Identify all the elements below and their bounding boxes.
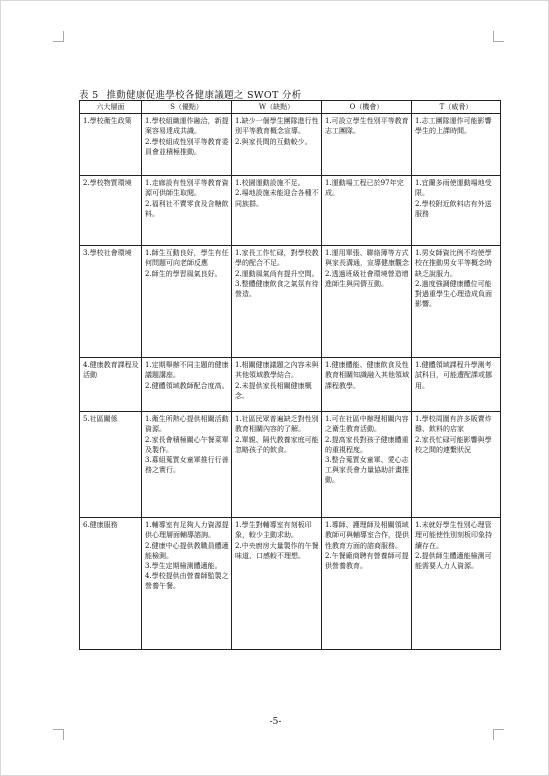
strengths-item: 2.家長會積極關心午餐菜單及製作。 (145, 435, 229, 454)
threats-cell (412, 246, 501, 358)
opportunities-cell (322, 176, 412, 246)
strengths-list (145, 414, 229, 475)
opportunities-item: 1.運動場工程已於97年完成。 (325, 179, 404, 198)
header-dimension: 六大層面 (80, 101, 142, 114)
weaknesses-item: 1.校園運動設施不足。 (235, 179, 305, 188)
swot-row (80, 412, 501, 518)
weaknesses-item: 2.未提供家長相關健康概念。 (235, 381, 312, 400)
opportunities-cell (322, 358, 412, 412)
strengths-item: 3.學生定期檢測體適能。 (145, 562, 222, 571)
strengths-cell (142, 246, 232, 358)
weaknesses-cell (232, 176, 322, 246)
weaknesses-list (235, 248, 319, 299)
crop-mark-bottom-right (493, 729, 504, 740)
strengths-item: 2.學校組成性別平等教育委員會並積極推動。 (145, 137, 229, 156)
swot-row (80, 518, 501, 650)
threats-item: 1.志工團隊運作可能影響學生的上課時間。 (415, 117, 492, 136)
weaknesses-cell (232, 412, 322, 518)
threats-item: 2.家長忙碌可能影響與學校之間的連繫狀況 (415, 435, 492, 454)
strengths-item: 2.健康中心提供教職員體適能檢測。 (145, 541, 229, 560)
opportunities-list (325, 178, 409, 198)
opportunities-item: 1.導師、護理師及相關領域教師可與輔導室合作，提供性教育方面的諮商服務。 (325, 521, 409, 550)
header-weaknesses: W（缺點） (232, 101, 322, 114)
strengths-cell (142, 412, 232, 518)
threats-list (415, 116, 498, 136)
threats-item: 1.健體領域課程升學測考試科目，可能遭配課或挪用。 (415, 361, 492, 390)
strengths-list (145, 360, 229, 391)
threats-item: 2.學校附近飲料店有外送服務 (415, 199, 492, 218)
weaknesses-list (235, 520, 319, 561)
opportunities-item: 3.整合蒐質女童軍、愛心志工與家長會力量協助計畫推動。 (325, 456, 409, 485)
page-number: -5- (269, 717, 282, 727)
crop-mark-bottom-left (53, 729, 64, 740)
threats-cell (412, 358, 501, 412)
header-row (80, 101, 501, 114)
weaknesses-item: 2.單親、隔代教養家庭可能忽略孩子的飲食。 (235, 435, 319, 454)
swot-table-body (80, 114, 501, 650)
strengths-item: 1.師生互動良好，學生有任何問題可向老師反應 (145, 249, 229, 268)
threats-list (415, 178, 498, 219)
threats-cell (412, 518, 501, 650)
opportunities-item: 1.可設立學生性別平等教育志工團隊。 (325, 117, 409, 136)
header-strengths: S（優點） (142, 101, 232, 114)
table-title: 推動健康促進學校各健康議題之 SWOT 分析 (106, 90, 302, 101)
strengths-item: 1.學校組織運作融洽，新提案容易達成共識。 (145, 117, 229, 136)
opportunities-cell (322, 518, 412, 650)
swot-row (80, 358, 501, 412)
opportunities-cell (322, 412, 412, 518)
opportunities-cell (322, 246, 412, 358)
threats-item: 2.提供師生體適能檢測可能需要人力人資源。 (415, 551, 492, 571)
strengths-list (145, 520, 229, 591)
threats-cell (412, 412, 501, 518)
header-opportunities: O（機會） (322, 101, 412, 114)
threats-list (415, 414, 498, 455)
strengths-cell (142, 176, 232, 246)
table-caption (79, 87, 499, 101)
strengths-cell (142, 114, 232, 176)
weaknesses-item: 2.運動風氣尚有提升空間。 (235, 269, 319, 278)
opportunities-cell (322, 114, 412, 176)
opportunities-item: 2.提高家長對孩子健康體重的重視程度。 (325, 435, 409, 454)
strengths-item: 2.師生的學習風氣良好。 (145, 269, 222, 278)
weaknesses-cell (232, 518, 322, 650)
weaknesses-list (235, 414, 319, 455)
threats-item: 1.未就好學生性別心理管理可能使性別刻板印象持續存在。 (415, 521, 492, 550)
opportunities-item: 2.透過班級社會環境營造增進師生與同儕互動。 (325, 269, 409, 288)
strengths-item: 2.福利社不賣零食及含糖飲料。 (145, 199, 229, 218)
swot-row (80, 176, 501, 246)
table-number: 表 5 (79, 90, 99, 101)
strengths-item: 1.衛生所熱心提供相關活動資源。 (145, 415, 229, 434)
swot-table (79, 100, 501, 650)
crop-mark-top-right (493, 31, 504, 42)
opportunities-list (325, 248, 409, 289)
opportunities-list (325, 360, 409, 391)
weaknesses-item: 2.與家長間的互動較少。 (235, 137, 312, 146)
weaknesses-item: 1.學生對輔導室有刻板印象，較少主動求助。 (235, 521, 312, 540)
crop-mark-top-left (53, 31, 64, 42)
dimension-cell: 4.健康教育課程及活動 (80, 358, 142, 412)
weaknesses-list (235, 178, 319, 209)
weaknesses-item: 1.家長工作忙碌，對學校教學的配合不足。 (235, 249, 319, 268)
strengths-cell (142, 518, 232, 650)
weaknesses-cell (232, 114, 322, 176)
opportunities-item: 1.健康體能、健康飲食及性教育相關知識融入其他領域課程教學。 (325, 361, 409, 390)
strengths-list (145, 116, 229, 157)
threats-item: 2.過度強調健康體位可能對過重學生心理造成負面影響。 (415, 279, 492, 309)
strengths-list (145, 248, 229, 279)
weaknesses-item: 2.中央廚房大量製作的午餐味道、口感較不理想。 (235, 541, 319, 560)
strengths-item: 2.健體領域教師配合度高。 (145, 381, 229, 390)
strengths-item: 1.定期舉辦不同主題的健康議題講座。 (145, 361, 229, 380)
dimension-cell: 3.學校社會環境 (80, 246, 142, 358)
weaknesses-item: 1.相關健康議題之內容未與其他領域教學結合。 (235, 361, 319, 380)
opportunities-list (325, 520, 409, 571)
dimension-cell: 6.健康服務 (80, 518, 142, 650)
opportunities-item: 1.可在社區中辦理相關內容之衛生教育活動。 (325, 415, 409, 434)
strengths-item: 1.走廊設有性別平等教育資源可供師生取閱。 (145, 179, 229, 198)
opportunities-list (325, 116, 409, 136)
threats-item: 1.宜蘭多雨使運動場地受限。 (415, 179, 492, 198)
weaknesses-list (235, 360, 319, 401)
opportunities-item: 1.運用單張、聯絡簿等方式與家長溝通，宣導健康觀念 (325, 249, 409, 268)
strengths-item: 4.學校提供由營養師監製之營養午餐。 (145, 572, 229, 591)
weaknesses-list (235, 116, 319, 147)
dimension-cell: 5.社區關係 (80, 412, 142, 518)
threats-list (415, 248, 498, 309)
weaknesses-cell (232, 246, 322, 358)
threats-cell (412, 114, 501, 176)
threats-item: 1.學校周圍有許多販賣炸雞、飲料的店家 (415, 415, 492, 434)
threats-list (415, 360, 498, 391)
threats-cell (412, 176, 501, 246)
swot-row (80, 114, 501, 176)
dimension-cell: 2.學校物質環境 (80, 176, 142, 246)
strengths-item: 1.輔導室有足夠人力資源提供心理層面輔導諮詢。 (145, 521, 229, 540)
threats-item: 1.男女師資比例不均使學校在推動男女平等概念時缺乏說服力。 (415, 249, 492, 278)
strengths-item: 3.募組蒐質女童軍推行行善務之實行。 (145, 456, 229, 475)
strengths-cell (142, 358, 232, 412)
header-threats: T（威脅） (412, 101, 501, 114)
threats-list (415, 520, 498, 571)
weaknesses-item: 3.整體健康飲食之氣氛有待營造。 (235, 279, 319, 299)
weaknesses-item: 1.社區民眾普遍缺乏對性別教育相關內容的了解。 (235, 415, 319, 434)
weaknesses-item: 1.缺少一個學生團隊進行性別平等教育概念宣導。 (235, 117, 319, 136)
weaknesses-item: 2.場地設施未能迎合各種不同族群。 (235, 189, 319, 208)
dimension-cell: 1.學校衛生政策 (80, 114, 142, 176)
strengths-list (145, 178, 229, 219)
opportunities-item: 2.午餐廠商聘有營養師可提供營養教育。 (325, 551, 409, 571)
weaknesses-cell (232, 358, 322, 412)
opportunities-list (325, 414, 409, 485)
swot-row (80, 246, 501, 358)
